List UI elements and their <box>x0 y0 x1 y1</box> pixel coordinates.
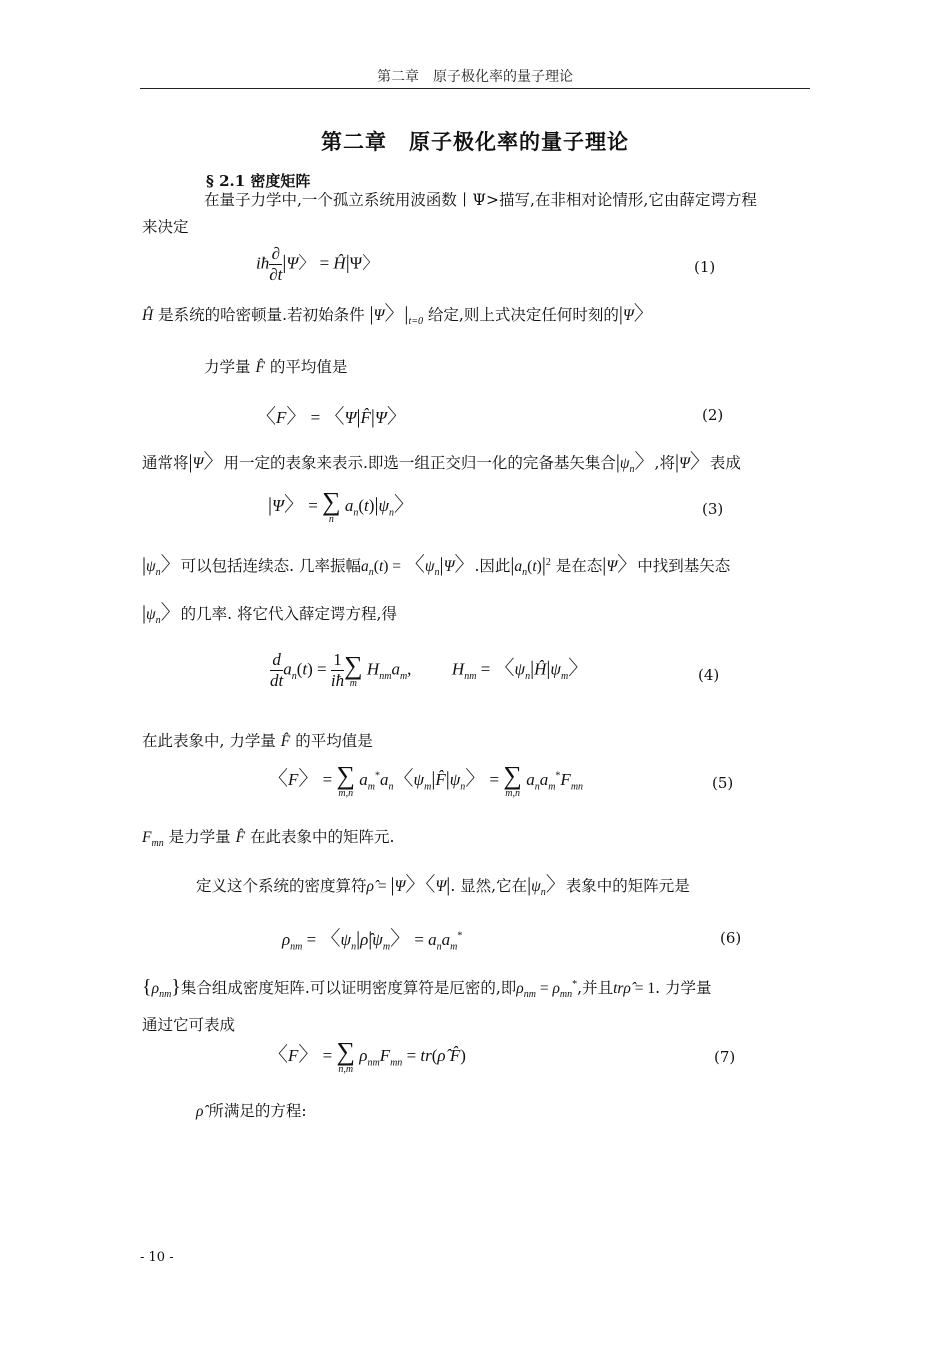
equation-5: 〈F〉 = ∑ m,n $a_m^*a_n$〈$\psi_m|F̂|\psi_n$〉 = ∑ m,n $a_na_m^*F_{mn}$ <box>268 761 584 800</box>
paragraph-line: 通过它可表成 <box>142 1016 236 1034</box>
equation-number: (5) <box>712 774 734 792</box>
paragraph-line: $|\psi_n$〉可以包括连续态. 几率振幅$a_n(t)$ = 〈$\psi_n|\Psi$〉.因此$|a_n(t)|^2$ 是在态|Ψ〉中找到基矢态 <box>142 554 731 579</box>
paragraph-line: 定义这个系统的密度算符ρ̂ = |Ψ〉〈Ψ|. 显然,它在$|\psi_n$〉表象中的矩阵元是 <box>196 874 690 899</box>
paragraph-line: 在量子力学中,一个孤立系统用波函数丨Ψ>描写,在非相对论情形,它由薛定谔方程 <box>204 191 757 209</box>
page-number: - 10 - <box>140 1250 174 1265</box>
equation-number: (4) <box>698 666 720 684</box>
equation-number: (2) <box>702 406 724 424</box>
equation-3: |Ψ〉 = ∑ n $a_n(t)|\psi_n$〉 <box>268 487 415 526</box>
equation-2: 〈F〉 = 〈Ψ|F̂|Ψ〉 <box>256 406 407 428</box>
equation-1: iħ $\frac{\partial}{\partial t}$ |Ψ〉 = Ĥ|Ψ〉 <box>256 244 380 284</box>
equation-number: (3) <box>702 500 724 518</box>
paragraph-line: Ĥ 是系统的哈密顿量.若初始条件 |Ψ〉$|_{t=0}$ 给定,则上式决定任何时刻的|Ψ〉 <box>142 303 654 328</box>
equation-4: $\frac{d}{dt}$ $a_n(t)$ = $\frac{1}{iħ}$ ∑ m $H_{nm}a_m$, $H_{nm}$ = 〈$\psi_n|Ĥ|\psi_m$〉 <box>270 650 589 690</box>
paragraph-line: 在此表象中, 力学量 F̂ 的平均值是 <box>142 732 373 750</box>
header-rule <box>140 88 810 89</box>
paragraph-line: $\{\rho_{nm}\}$集合组成密度矩阵.可以证明密度算符是厄密的,即$\rho_{nm} = \rho_{mn}^*$,并且trρ̂ = 1. 力学量 <box>142 976 712 1001</box>
equation-number: (7) <box>714 1048 736 1066</box>
running-header: 第二章 原子极化率的量子理论 <box>377 69 573 85</box>
paragraph-line: ρ̂ 所满足的方程: <box>196 1102 307 1120</box>
equation-number: (1) <box>694 258 716 276</box>
equation-6: $\rho_{nm}$ = 〈$\psi_n|\rhô|\psi_m$〉 = $a_na_m^*$ <box>282 928 463 953</box>
paragraph-line: 来决定 <box>142 218 189 236</box>
paragraph-line: $F_{mn}$ 是力学量 F̂ 在此表象中的矩阵元. <box>142 828 395 850</box>
chapter-title: 第二章 原子极化率的量子理论 <box>321 129 629 154</box>
equation-number: (6) <box>720 929 742 947</box>
equation-7: 〈F〉 = ∑ n,m $\rho_{nm}F_{mn}$ = tr(ρ̂ F̂) <box>268 1037 466 1076</box>
paragraph-line: $|\psi_n$〉的几率. 将它代入薛定谔方程,得 <box>142 602 397 627</box>
section-title: § 2.1 密度矩阵 <box>206 172 311 190</box>
paragraph-line: 通常将|Ψ〉用一定的表象来表示.即选一组正交归一化的完备基矢集合$|\psi_n$〉,将|Ψ〉表成 <box>142 451 741 476</box>
paragraph-line: 力学量 F̂ 的平均值是 <box>204 358 348 376</box>
